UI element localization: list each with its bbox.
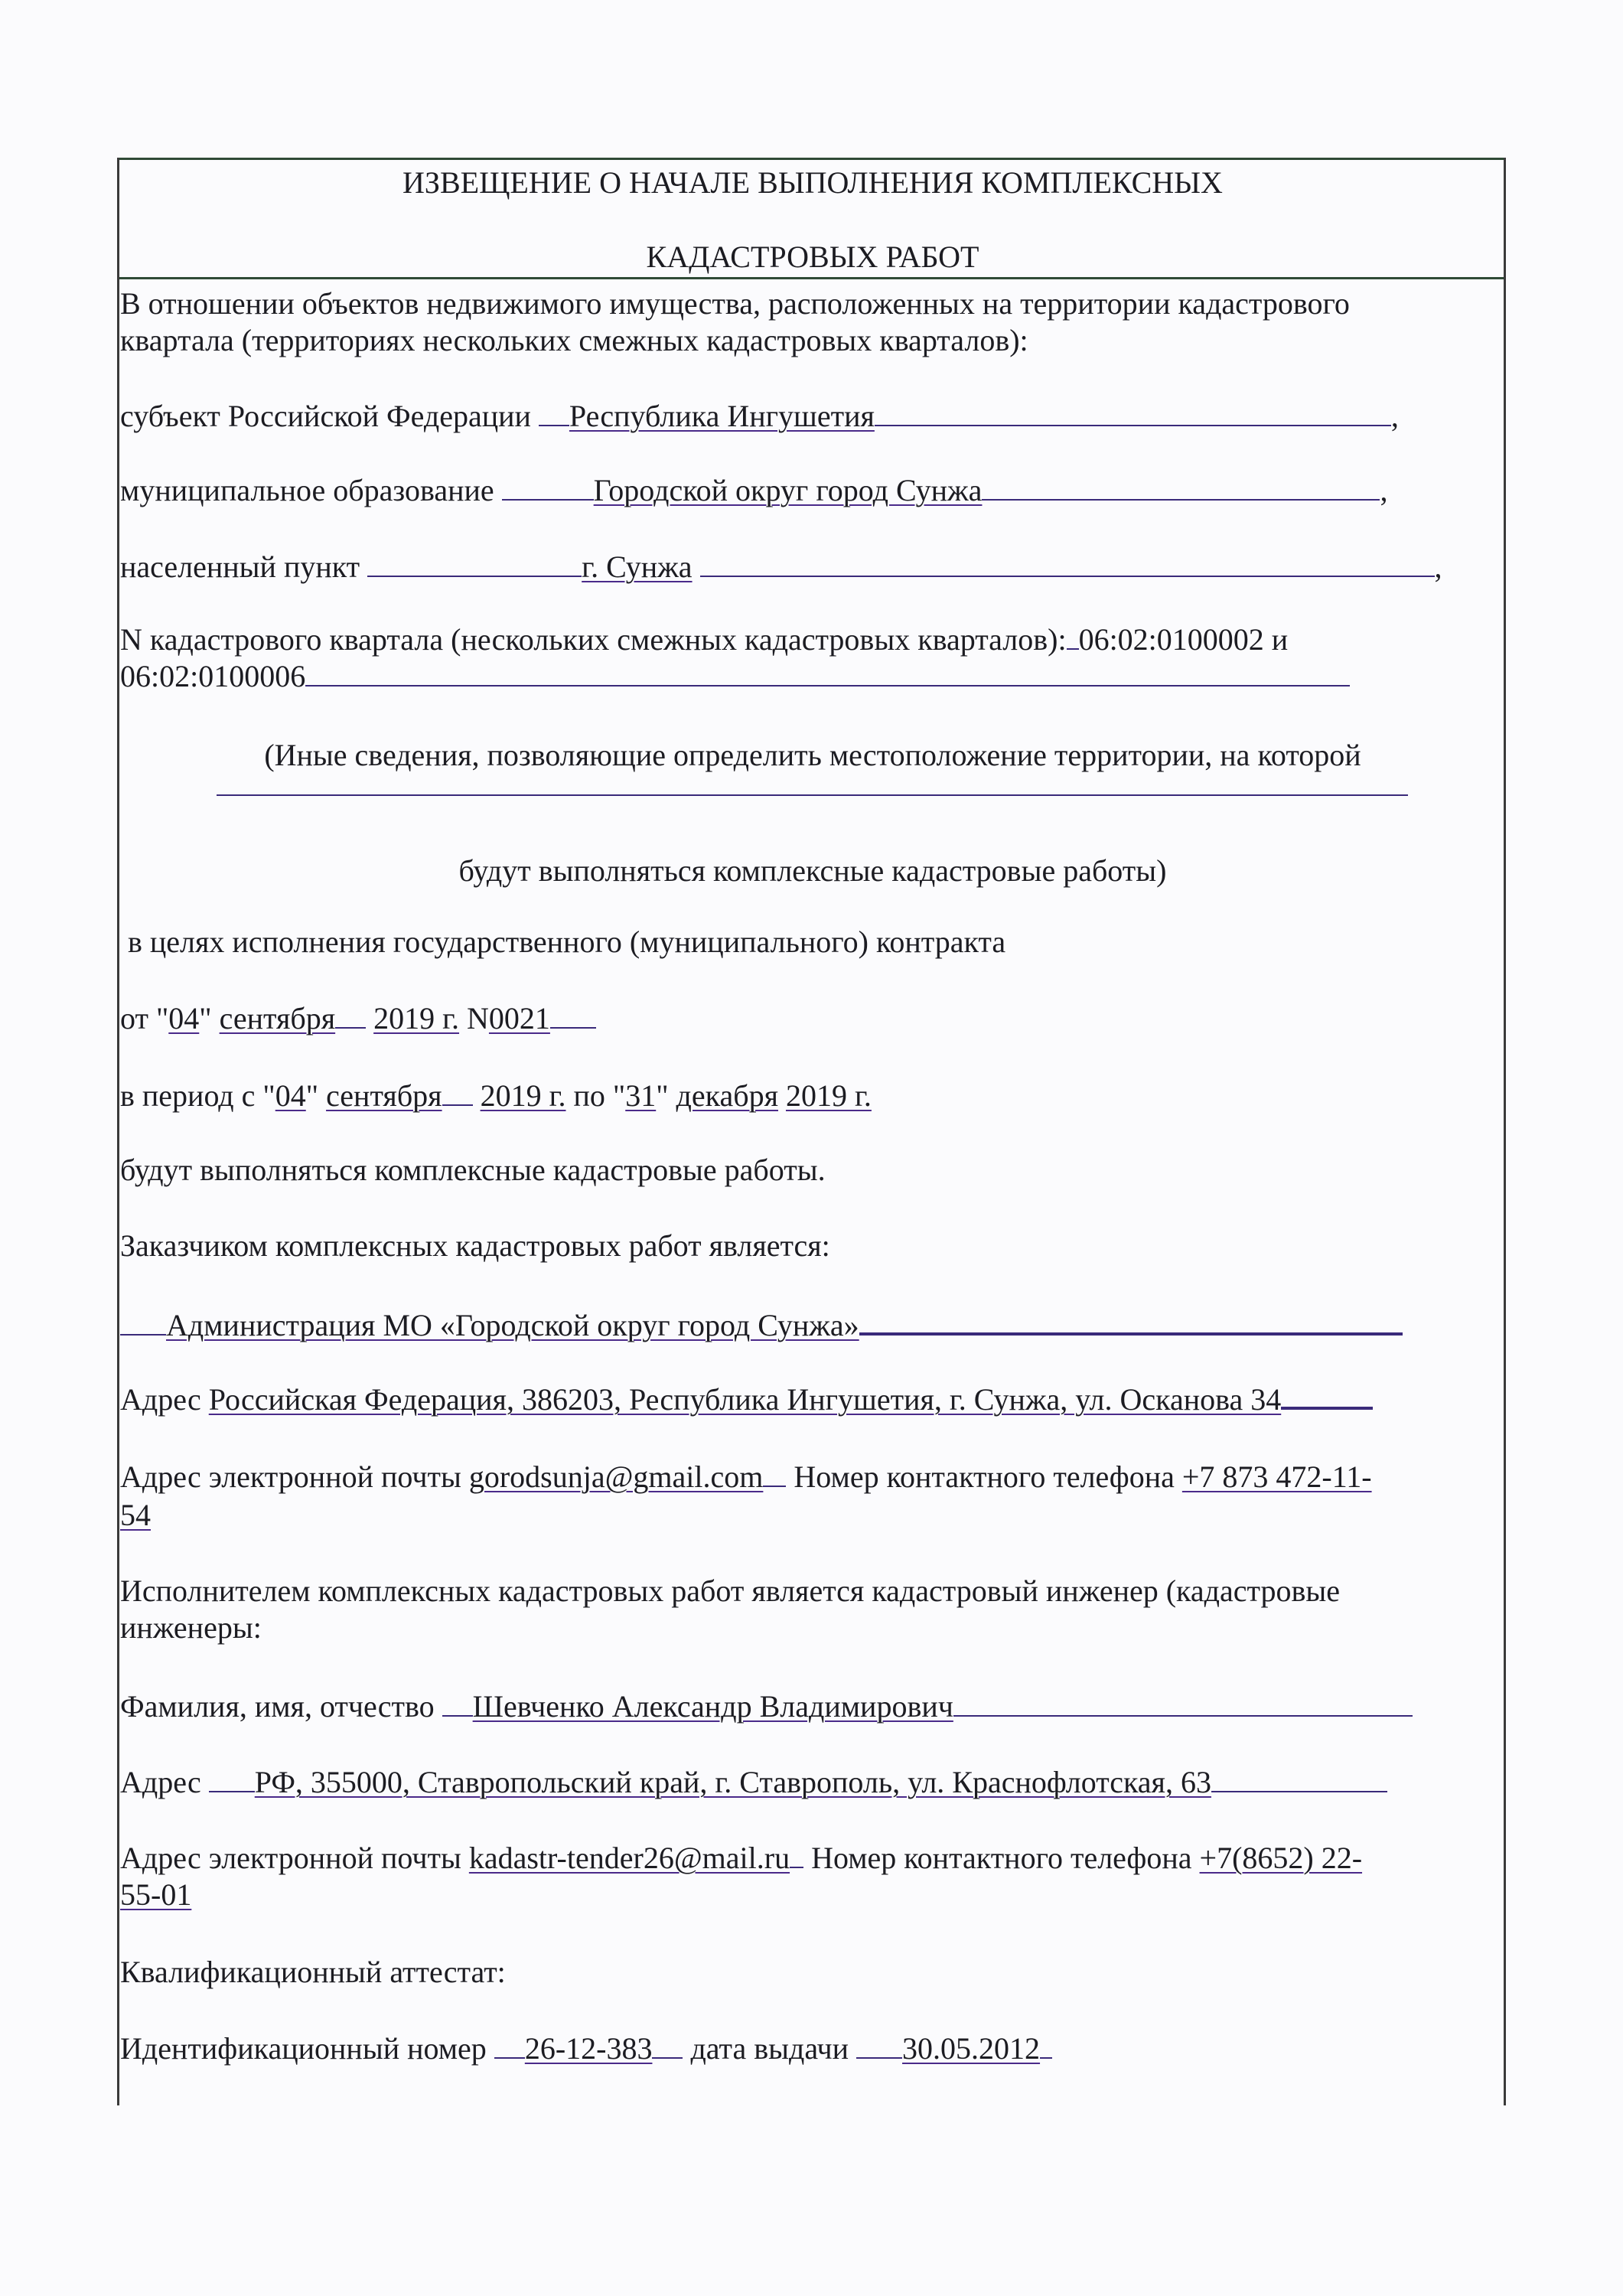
- certificate-label: Квалификационный аттестат:: [120, 1955, 506, 1989]
- contractor-address: РФ, 355000, Ставропольский край, г. Ставрополь, ул. Краснофлотская, 63: [254, 1765, 1211, 1799]
- contractor-email: kadastr-tender26@mail.ru: [468, 1841, 790, 1875]
- customer-address: Российская Федерация, 386203, Республика Ингушетия, г. Сунжа, ул. Осканова 34: [208, 1382, 1282, 1417]
- contractor-fio-label: Фамилия, имя, отчество: [120, 1689, 435, 1724]
- subject-value: Республика Ингушетия: [569, 399, 875, 433]
- contract-day: 04: [168, 1001, 200, 1035]
- period-label: в период с: [120, 1078, 256, 1113]
- quarter-value-1: 06:02:0100002 и: [1078, 622, 1289, 657]
- contractor-phone-row-2: [120, 1877, 191, 1913]
- contract-intro: в целях исполнения государственного (муниципального) контракта: [128, 925, 1006, 959]
- contract-number: 0021: [488, 1001, 550, 1035]
- customer-address-label: Адрес: [120, 1382, 201, 1417]
- contractor-address-label: Адрес: [120, 1765, 201, 1799]
- period-start-day: 04: [275, 1078, 306, 1113]
- subject-label: субъект Российской Федерации: [120, 399, 531, 433]
- intro-line-1: В отношении объектов недвижимого имущества, расположенных на территории кадастрового: [120, 286, 1350, 321]
- contractor-email-label: Адрес электронной почты: [120, 1841, 461, 1875]
- customer-phone-label: Номер контактного телефона: [794, 1459, 1175, 1494]
- certificate-id-label: Идентификационный номер: [120, 2031, 487, 2066]
- title-line-1: ИЗВЕЩЕНИЕ О НАЧАЛЕ ВЫПОЛНЕНИЯ КОМПЛЕКСНЫХ: [402, 165, 1223, 200]
- municipality-label: муниципальное образование: [120, 473, 494, 507]
- municipality-row: муниципальное образование Городской округ город Сунжа ,: [120, 473, 1388, 507]
- municipality-value: Городской округ город Сунжа: [593, 473, 983, 507]
- contract-row: от "04" сентября 2019 г. N0021: [120, 1001, 596, 1036]
- customer-label: Заказчиком комплексных кадастровых работ является:: [120, 1228, 830, 1263]
- contractor-fio-row: [120, 1689, 1413, 1724]
- frame-top-border: [117, 158, 1506, 160]
- settlement-label: населенный пункт: [120, 550, 360, 584]
- certificate-issue-date: 30.05.2012: [902, 2031, 1041, 2066]
- contract-year: 2019 г.: [373, 1001, 460, 1035]
- contractor-phone-1: +7(8652) 22-: [1199, 1841, 1363, 1875]
- customer-phone-row-2: [120, 1498, 151, 1533]
- contract-n-label: N: [467, 1001, 489, 1035]
- frame-left-border: [117, 158, 119, 2105]
- settlement-row: населенный пункт г. Сунжа ,: [120, 550, 1442, 584]
- quarter-value-2: 06:02:0100006: [120, 659, 306, 693]
- contract-from-label: от: [120, 1001, 148, 1035]
- works-text: будут выполняться комплексные кадастровые работы.: [120, 1153, 826, 1187]
- other-info-line-1: (Иные сведения, позволяющие определить местоположение территории, на которой: [264, 738, 1361, 772]
- subject-row: субъект Российской Федерации Республика Ингушетия ,: [120, 399, 1399, 433]
- title-line-2: КАДАСТРОВЫХ РАБОТ: [646, 240, 979, 274]
- frame-right-border: [1504, 158, 1506, 2105]
- customer-phone-1: +7 873 472-11-: [1181, 1459, 1372, 1494]
- period-to-label: по: [573, 1078, 605, 1113]
- quarter-label: N кадастрового квартала (нескольких смежных кадастровых кварталов):: [120, 622, 1067, 657]
- period-end-day: 31: [625, 1078, 657, 1113]
- contractor-phone-label: Номер контактного телефона: [811, 1841, 1192, 1875]
- period-start-month: сентября: [326, 1078, 442, 1113]
- certificate-id: 26-12-383: [524, 2031, 653, 2066]
- certificate-row: [120, 2031, 1052, 2066]
- title-separator: [117, 277, 1506, 279]
- quarter-row-2: [120, 659, 1350, 694]
- intro-line-2: квартала (территориях нескольких смежных кадастровых кварталов):: [120, 323, 1028, 357]
- customer-contacts-row: [120, 1459, 1372, 1495]
- contractor-address-row: [120, 1765, 1387, 1800]
- customer-name: Администрация МО «Городской округ город Сунжа»: [166, 1308, 859, 1342]
- settlement-value: г. Сунжа: [582, 550, 693, 584]
- contractor-label-1: Исполнителем комплексных кадастровых работ является кадастровый инженер (кадастровые: [120, 1574, 1340, 1608]
- period-start-year: 2019 г.: [480, 1078, 566, 1113]
- period-row: в период с "04" сентября 2019 г. по "31" декабря 2019 г.: [120, 1078, 872, 1113]
- contractor-label-2: инженеры:: [120, 1610, 262, 1645]
- customer-address-row: [120, 1381, 1373, 1417]
- customer-phone-2: 54: [120, 1498, 151, 1532]
- contract-month: сентября: [219, 1001, 336, 1035]
- other-info-blank-line: [217, 765, 1408, 796]
- customer-email: gorodsunja@gmail.com: [468, 1459, 764, 1494]
- contractor-phone-2: 55-01: [120, 1877, 192, 1912]
- contractor-fio: Шевченко Александр Владимирович: [472, 1689, 953, 1724]
- certificate-issue-label: дата выдачи: [690, 2031, 849, 2066]
- customer-email-label: Адрес электронной почты: [120, 1459, 461, 1494]
- period-end-month: декабря: [676, 1078, 778, 1113]
- customer-name-row: [120, 1306, 1403, 1343]
- period-end-year: 2019 г.: [785, 1078, 872, 1113]
- other-info-line-2: будут выполняться комплексные кадастровые работы): [458, 853, 1167, 888]
- contractor-contacts-row: [120, 1841, 1362, 1876]
- quarter-row: [120, 622, 1288, 657]
